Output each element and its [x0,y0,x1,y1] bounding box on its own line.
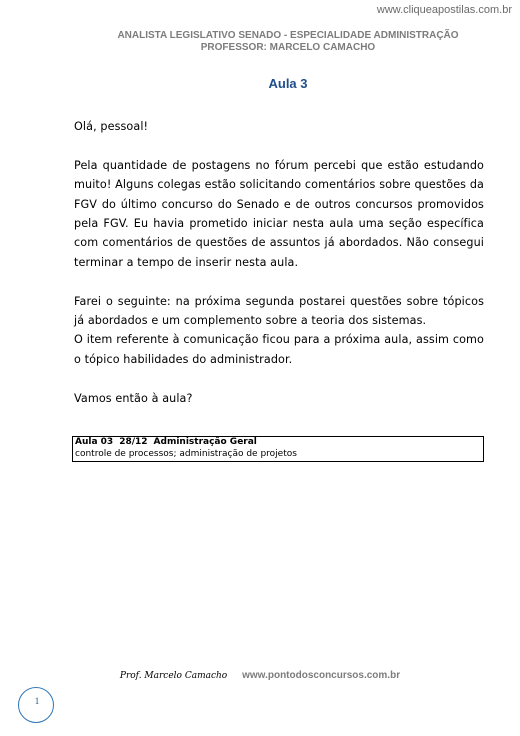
closing-paragraph [74,389,484,408]
page-number: 1 [34,696,40,706]
forum-paragraph [74,156,484,272]
footer-author: Prof. Marcelo Camacho [119,671,228,681]
header-professor: PROFESSOR: MARCELO CAMACHO [200,42,376,53]
lesson-info-header [75,437,481,449]
lesson-intro-text [74,117,484,408]
text-line: havia prometido iniciar nesta aula uma seção específica com comentários de [74,217,484,250]
lesson-title: Aula 3 [268,76,308,91]
lesson-subject: Administração Geral [153,437,257,447]
text-line: abordados e um complemento sobre a teoria dos sistemas. [87,314,427,328]
page-number-badge [18,687,54,723]
lesson-info-box [72,436,484,462]
text-line: questões de assuntos já abordados. Não consegui terminar a tempo de [74,236,485,269]
text-line: Vamos então à aula? [74,391,193,405]
watermark-url: www.cliqueapostilas.com.br [376,4,512,16]
lesson-number: Aula 03 [75,437,114,447]
footer-site-link[interactable]: www.pontodosconcursos.com.br [242,670,401,681]
page-footer [0,670,520,681]
greeting-paragraph [74,117,484,136]
text-line: Farei o seguinte: na próxima segunda postarei questões sobre tópicos já [74,294,484,328]
text-line: O item referente à comunicação ficou para a próxima aula, assim como o [74,333,484,366]
document-header [0,30,520,54]
lesson-topics: controle de processos; administração de projetos [75,448,297,459]
lesson-date: 28/12 [119,437,148,447]
header-course-title: ANALISTA LEGISLATIVO SENADO - ESPECIALIDADE ADMINISTRAÇÃO [117,30,459,41]
text-line: tópico habilidades do administrador. [84,352,293,366]
plan-paragraph [74,292,484,370]
text-line: Pela quantidade de postagens no fórum percebi que estão estudando muito! [74,158,484,192]
text-line: Alguns colegas estão solicitando comentários sobre questões da FGV do [74,178,485,211]
text-line: último concurso do Senado e de outros concursos promovidos pela FGV. Eu [74,197,484,231]
text-line: inserir nesta aula. [195,255,299,269]
text-line: Olá, pessoal! [74,120,149,133]
